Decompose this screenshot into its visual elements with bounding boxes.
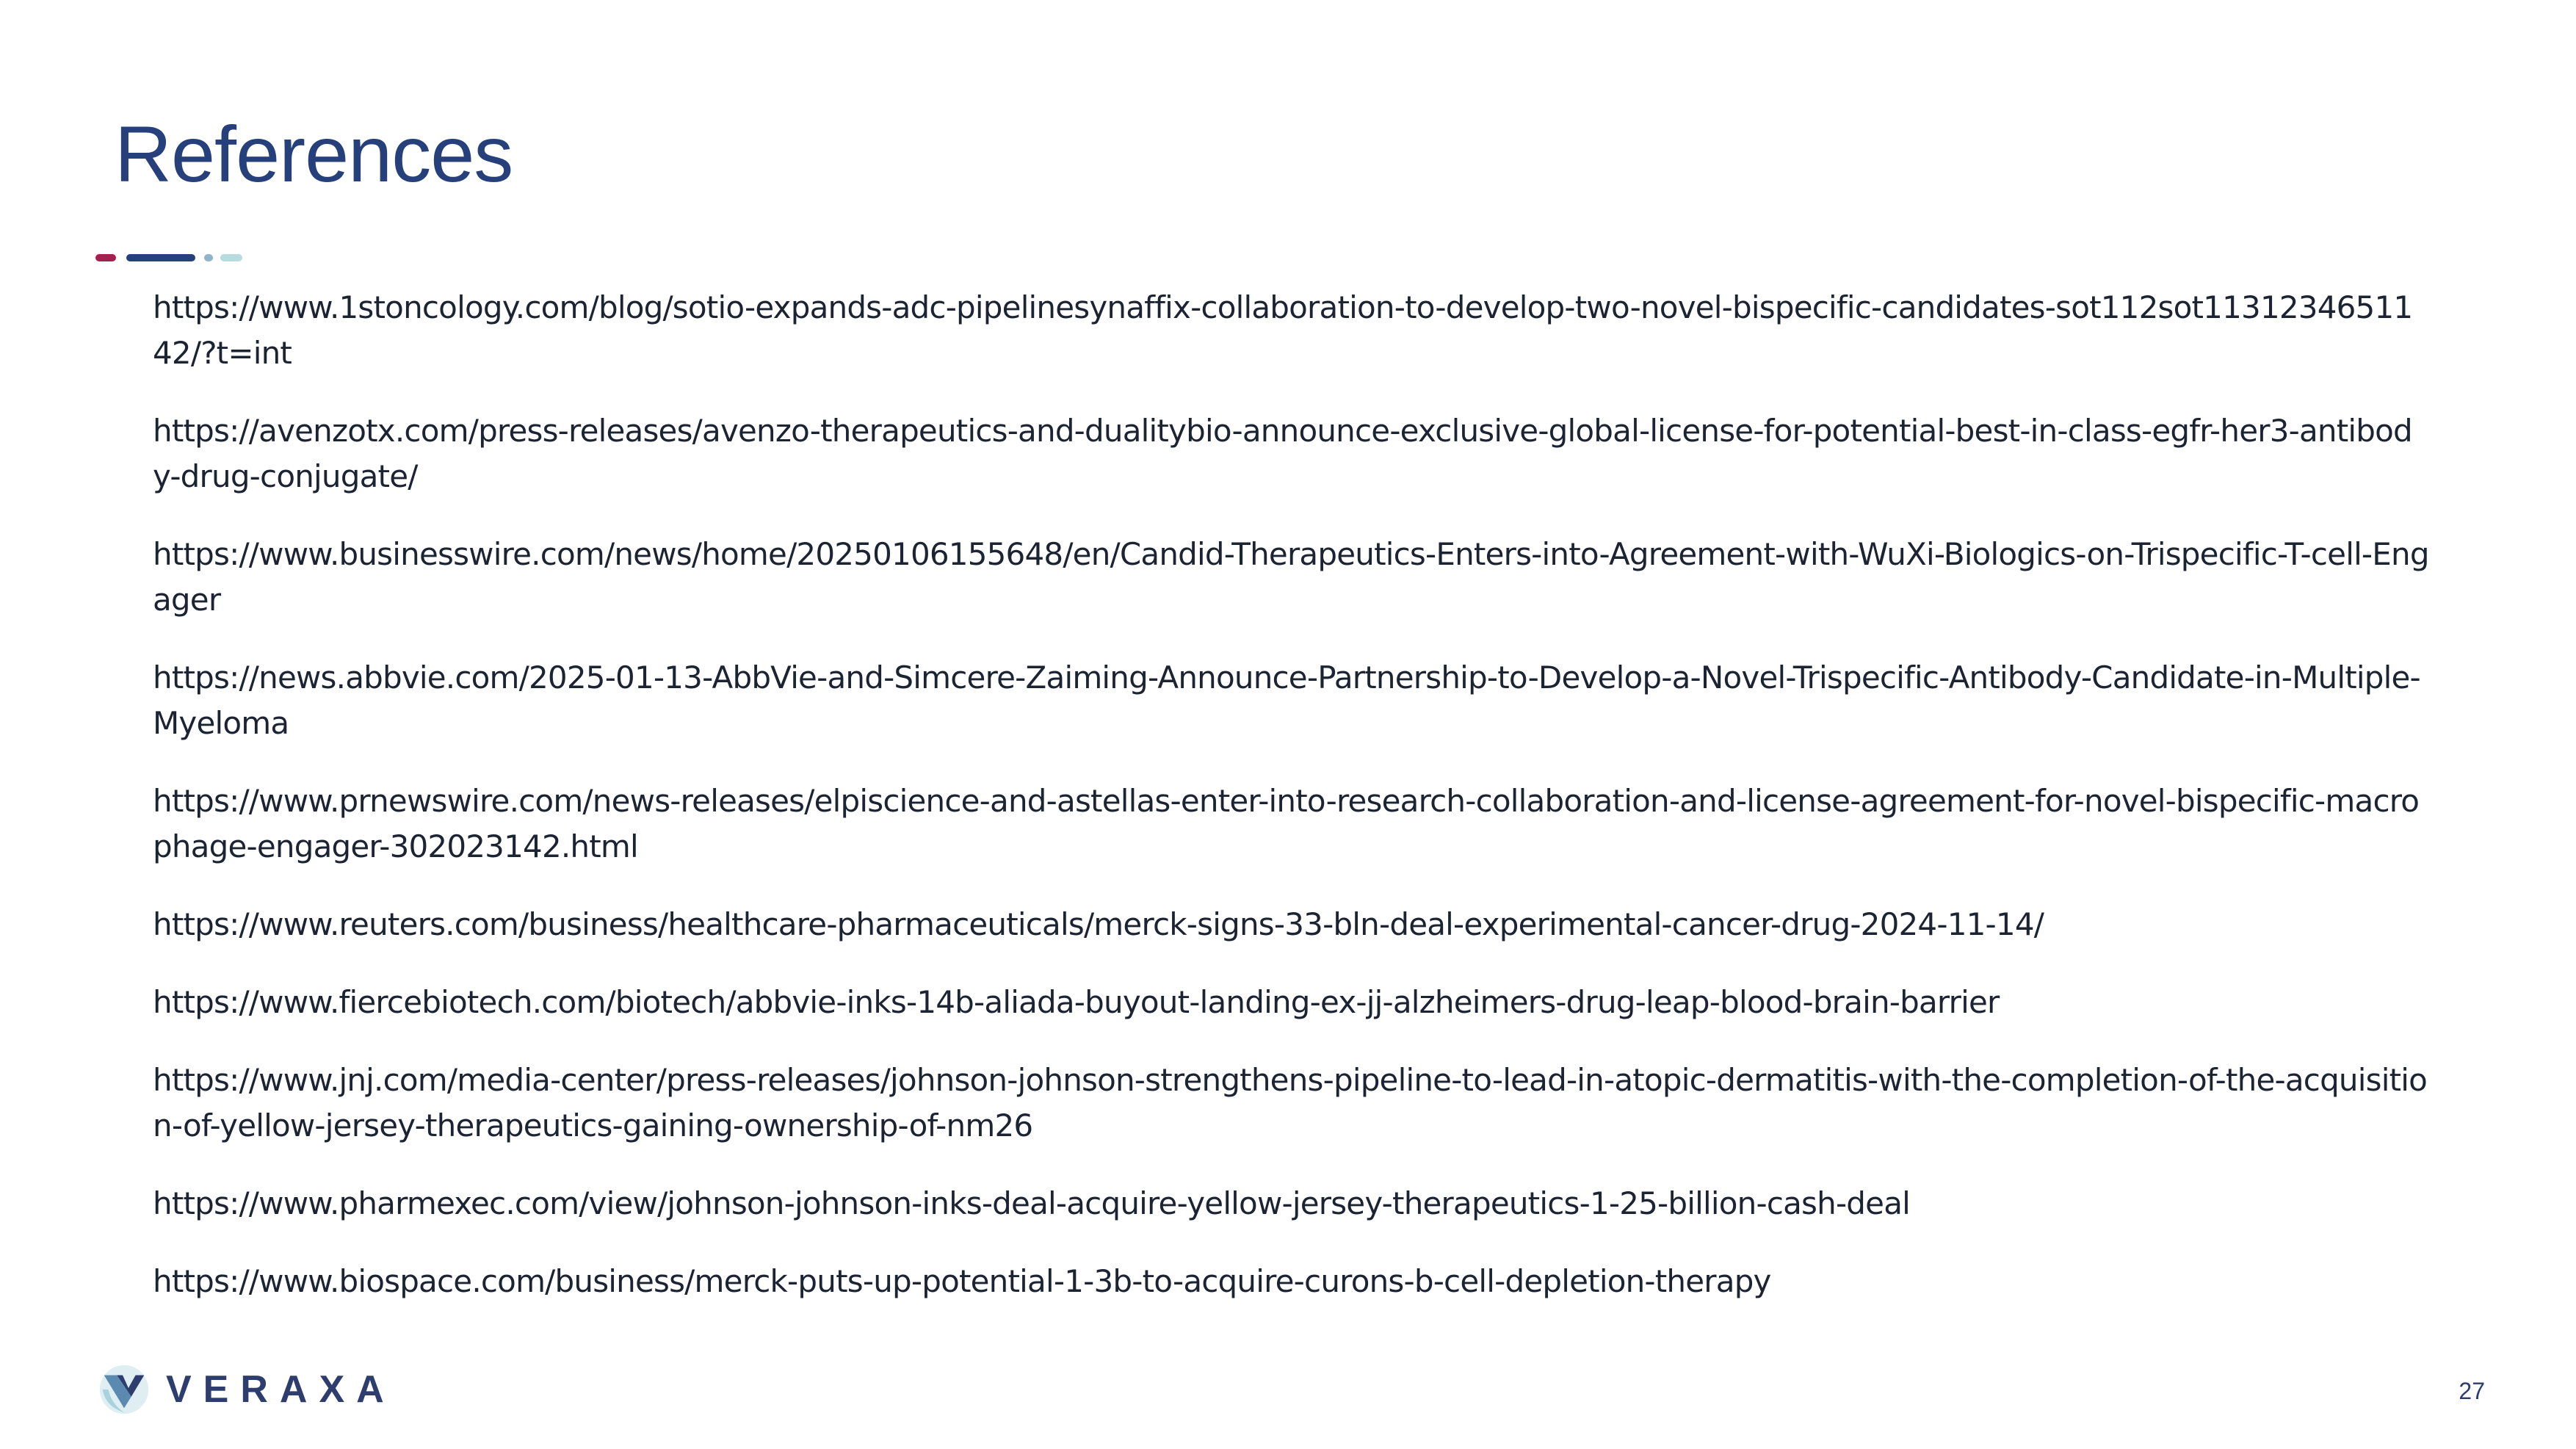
accent-segment-blue-dot (204, 254, 213, 261)
reference-item: https://avenzotx.com/press-releases/avenzo-therapeutics-and-dualitybio-announce-exclusive-global-license-for-potential-best-in-class-egfr-her3-antibody-drug-conjugate/ (153, 413, 2412, 494)
reference-item: https://www.prnewswire.com/news-releases/elpiscience-and-astellas-enter-into-research-collaboration-and-license-agreement-for-novel-bispecific-macrophage-engager-302023142.html (153, 783, 2420, 864)
reference-item: https://www.businesswire.com/news/home/20250106155648/en/Candid-Therapeutics-Enters-into-Agreement-with-WuXi-Biologics-on-Trispecific-T-cell-Engager (153, 536, 2429, 618)
reference-item: https://www.fiercebiotech.com/biotech/abbvie-inks-14b-aliada-buyout-landing-ex-jj-alzheimers-drug-leap-blood-brain-barrier (153, 984, 2000, 1020)
reference-item: https://www.1stoncology.com/blog/sotio-expands-adc-pipelinesynaffix-collaboration-to-develop-two-novel-bispecific-candidates-sot112sot1131234651142/?t=int (153, 289, 2413, 371)
reference-list (153, 285, 2429, 1337)
accent-segment-magenta (95, 254, 116, 261)
reference-item: https://news.abbvie.com/2025-01-13-AbbVie-and-Simcere-Zaiming-Announce-Partnership-to-Develop-a-Novel-Trispecific-Antibody-Candidate-in-Multiple-Myeloma (153, 660, 2420, 741)
reference-item: https://www.reuters.com/business/healthcare-pharmaceuticals/merck-signs-33-bln-deal-experimental-cancer-drug-2024-11-14/ (153, 906, 2044, 942)
veraxa-v-logo-icon (95, 1361, 153, 1418)
accent-segment-light-teal (220, 254, 242, 261)
reference-item: https://www.jnj.com/media-center/press-releases/johnson-johnson-strengthens-pipeline-to-lead-in-atopic-dermatitis-with-the-completion-of-the-acquisition-of-yellow-jersey-therapeutics-gaining-ownership-of-nm26 (153, 1062, 2428, 1143)
veraxa-logo-text: VERAXA (166, 1368, 396, 1411)
accent-segment-navy (126, 254, 195, 261)
reference-item: https://www.biospace.com/business/merck-puts-up-potential-1-3b-to-acquire-curons-b-cell-depletion-therapy (153, 1263, 1771, 1299)
page-number: 27 (2459, 1378, 2485, 1404)
title-accent-bar (95, 254, 250, 263)
veraxa-logo (95, 1359, 396, 1420)
slide-title: References (115, 109, 513, 198)
reference-item: https://www.pharmexec.com/view/johnson-johnson-inks-deal-acquire-yellow-jersey-therapeutics-1-25-billion-cash-deal (153, 1185, 1911, 1221)
